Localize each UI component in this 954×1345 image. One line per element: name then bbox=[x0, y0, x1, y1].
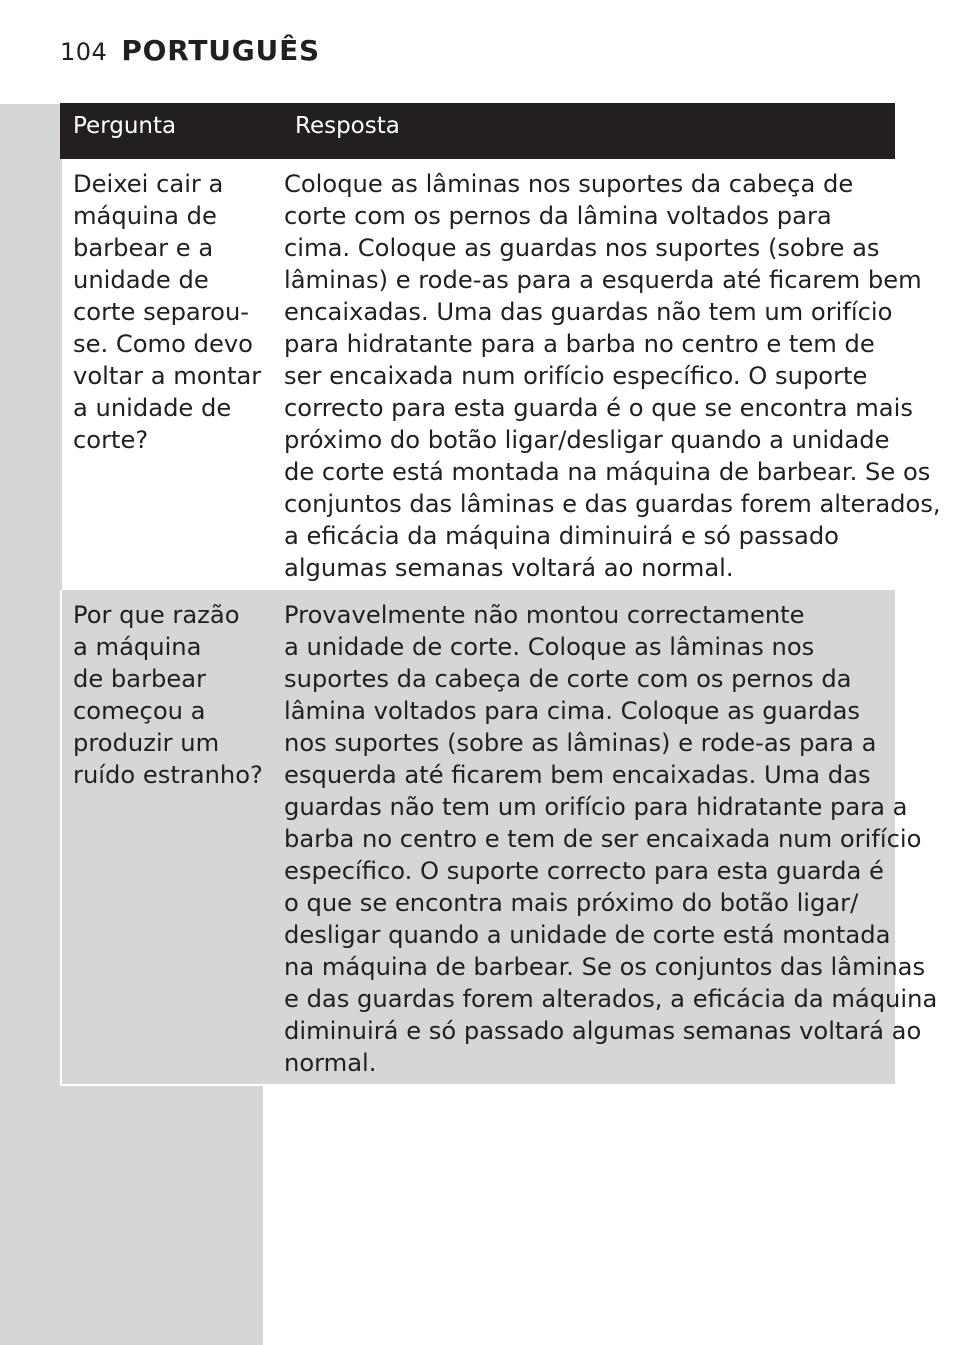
answer-line: barba no centro e tem de ser encaixada num orifício bbox=[284, 825, 922, 853]
answer-line: normal. bbox=[284, 1049, 377, 1077]
section-title: PORTUGUÊS bbox=[121, 34, 320, 67]
question-line: se. Como devo bbox=[73, 330, 253, 358]
answer-line: desligar quando a unidade de corte está montada bbox=[284, 921, 891, 949]
answer-line: específico. O suporte correcto para esta guarda é bbox=[284, 857, 884, 885]
answer-line: Provavelmente não montou correctamente bbox=[284, 601, 805, 629]
page-header bbox=[60, 34, 320, 74]
question-line: corte? bbox=[73, 426, 149, 454]
question-line: produzir um bbox=[73, 729, 220, 757]
question-cell bbox=[62, 159, 284, 590]
answer-line: suportes da cabeça de corte com os pernos da bbox=[284, 665, 852, 693]
question-line: Por que razão bbox=[73, 601, 240, 629]
answer-line: diminuirá e só passado algumas semanas voltará ao bbox=[284, 1017, 922, 1045]
question-line: de barbear bbox=[73, 665, 207, 693]
question-line: voltar a montar bbox=[73, 362, 262, 390]
faq-table bbox=[60, 103, 941, 1086]
answer-cell bbox=[284, 590, 938, 1084]
answer-cell bbox=[284, 159, 941, 590]
question-line: unidade de bbox=[73, 266, 209, 294]
answer-line: para hidratante para a barba no centro e tem de bbox=[284, 330, 875, 358]
answer-line: próximo do botão ligar/desligar quando a unidade bbox=[284, 426, 890, 454]
column-header-answer: Resposta bbox=[295, 113, 400, 139]
answer-line: Coloque as lâminas nos suportes da cabeça de bbox=[284, 170, 854, 198]
column-header-question: Pergunta bbox=[73, 113, 177, 139]
answer-line: encaixadas. Uma das guardas não tem um orifício bbox=[284, 298, 893, 326]
question-line: a máquina bbox=[73, 633, 202, 661]
answer-line: a eficácia da máquina diminuirá e só passado bbox=[284, 522, 839, 550]
question-line: ruído estranho? bbox=[73, 761, 263, 789]
question-line: barbear e a bbox=[73, 234, 214, 262]
question-line: corte separou- bbox=[73, 298, 250, 326]
answer-line: nos suportes (sobre as lâminas) e rode-as para a bbox=[284, 729, 877, 757]
answer-line: e das guardas forem alterados, a eficácia da máquina bbox=[284, 985, 938, 1013]
answer-line: ser encaixada num orifício específico. O suporte bbox=[284, 362, 868, 390]
table-row bbox=[60, 590, 938, 1086]
question-line: começou a bbox=[73, 697, 206, 725]
answer-line: na máquina de barbear. Se os conjuntos das lâminas bbox=[284, 953, 926, 981]
answer-line: lâminas) e rode-as para a esquerda até ficarem bem bbox=[284, 266, 922, 294]
answer-line: de corte está montada na máquina de barbear. Se os bbox=[284, 458, 931, 486]
answer-line: conjuntos das lâminas e das guardas forem alterados, bbox=[284, 490, 941, 518]
answer-line: cima. Coloque as guardas nos suportes (sobre as bbox=[284, 234, 880, 262]
answer-line: esquerda até ficarem bem encaixadas. Uma das bbox=[284, 761, 871, 789]
question-cell bbox=[62, 590, 284, 1084]
question-line: a unidade de bbox=[73, 394, 232, 422]
answer-line: guardas não tem um orifício para hidratante para a bbox=[284, 793, 908, 821]
answer-line: o que se encontra mais próximo do botão ligar/ bbox=[284, 889, 859, 917]
answer-line: lâmina voltados para cima. Coloque as guardas bbox=[284, 697, 861, 725]
table-header-row bbox=[60, 103, 895, 159]
answer-line: corte com os pernos da lâmina voltados para bbox=[284, 202, 832, 230]
question-line: Deixei cair a bbox=[73, 170, 224, 198]
answer-line: correcto para esta guarda é o que se encontra mais bbox=[284, 394, 913, 422]
question-line: máquina de bbox=[73, 202, 217, 230]
answer-line: a unidade de corte. Coloque as lâminas nos bbox=[284, 633, 815, 661]
answer-line: algumas semanas voltará ao normal. bbox=[284, 554, 734, 582]
page-number: 104 bbox=[60, 38, 108, 66]
table-row bbox=[60, 159, 941, 590]
